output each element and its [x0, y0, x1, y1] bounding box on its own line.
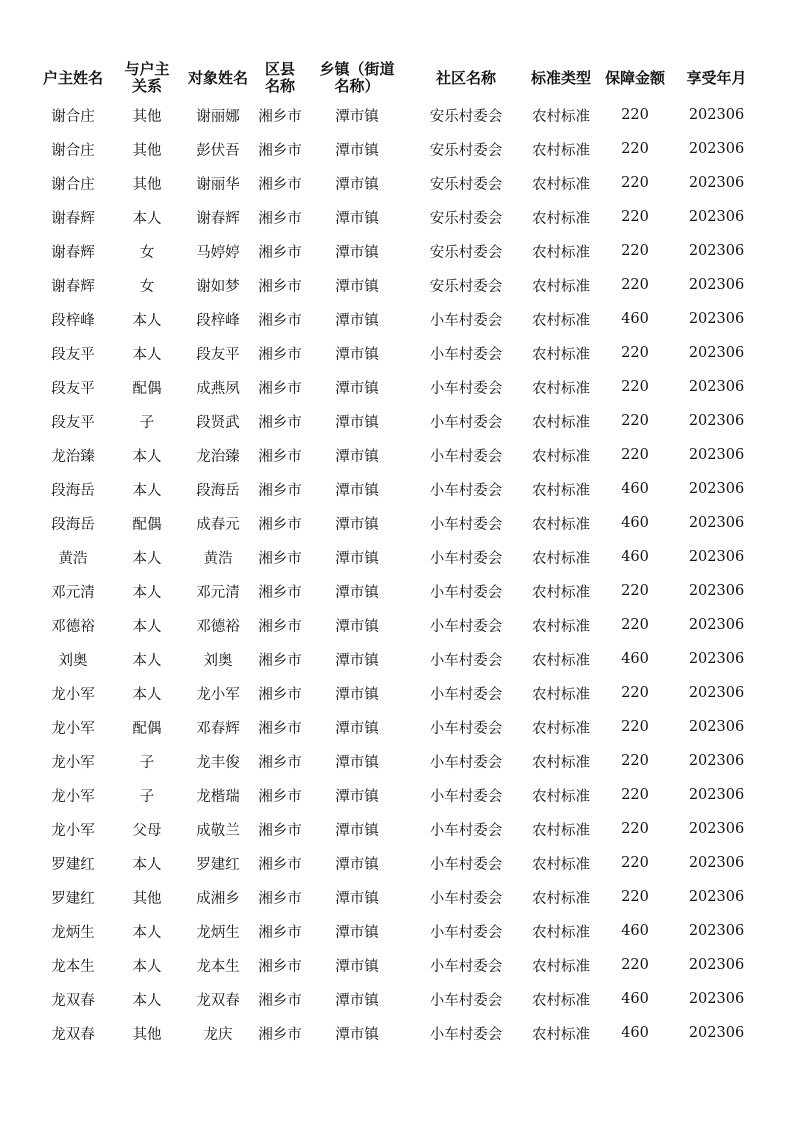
cell-community: 小车村委会	[429, 618, 503, 635]
cell-period: 202306	[688, 855, 745, 871]
header-township: 乡镇（街道 名称）	[319, 60, 395, 95]
cell-period: 202306	[688, 583, 745, 599]
cell-amount: 220	[621, 617, 649, 633]
cell-standard-type: 农村标准	[532, 278, 590, 295]
cell-township: 潭市镇	[335, 720, 379, 737]
table-row	[35, 812, 760, 846]
cell-amount: 460	[621, 991, 649, 1007]
cell-recipient-name: 龙双春	[196, 992, 240, 1009]
cell-county: 湘乡市	[258, 720, 302, 737]
cell-period: 202306	[688, 311, 745, 327]
header-amount: 保障金额	[604, 68, 665, 87]
cell-recipient-name: 成春元	[196, 516, 240, 533]
table-row	[35, 676, 760, 710]
cell-township: 潭市镇	[335, 176, 379, 193]
cell-household-head: 段友平	[51, 414, 95, 431]
cell-standard-type: 农村标准	[532, 686, 590, 703]
cell-period: 202306	[688, 753, 745, 769]
table-row	[35, 982, 760, 1016]
cell-household-head: 谢合庄	[51, 142, 95, 159]
cell-county: 湘乡市	[258, 958, 302, 975]
cell-period: 202306	[688, 209, 745, 225]
cell-standard-type: 农村标准	[532, 652, 590, 669]
cell-amount: 460	[621, 481, 649, 497]
cell-township: 潭市镇	[335, 822, 379, 839]
cell-recipient-name: 成敬兰	[196, 822, 240, 839]
cell-county: 湘乡市	[258, 822, 302, 839]
cell-community: 小车村委会	[429, 516, 503, 533]
cell-household-head: 龙小军	[51, 788, 95, 805]
cell-relationship: 本人	[132, 584, 162, 601]
cell-recipient-name: 段贤武	[196, 414, 240, 431]
cell-community: 小车村委会	[429, 1026, 503, 1043]
cell-township: 潭市镇	[335, 890, 379, 907]
cell-amount: 220	[621, 787, 649, 803]
table-row	[35, 914, 760, 948]
cell-recipient-name: 龙本生	[196, 958, 240, 975]
cell-standard-type: 农村标准	[532, 108, 590, 125]
cell-period: 202306	[688, 685, 745, 701]
cell-period: 202306	[688, 107, 745, 123]
cell-period: 202306	[688, 889, 745, 905]
table-row	[35, 506, 760, 540]
cell-community: 小车村委会	[429, 890, 503, 907]
cell-amount: 220	[621, 719, 649, 735]
cell-period: 202306	[688, 413, 745, 429]
assistance-table	[35, 58, 760, 1050]
cell-standard-type: 农村标准	[532, 312, 590, 329]
cell-recipient-name: 段海岳	[196, 482, 240, 499]
cell-relationship: 女	[139, 244, 155, 261]
cell-relationship: 子	[139, 414, 155, 431]
cell-recipient-name: 段梓峰	[196, 312, 240, 329]
header-county: 区县 名称	[264, 60, 295, 95]
cell-household-head: 邓德裕	[51, 618, 95, 635]
cell-county: 湘乡市	[258, 754, 302, 771]
table-row	[35, 778, 760, 812]
cell-relationship: 子	[139, 754, 155, 771]
cell-recipient-name: 龙楷瑞	[196, 788, 240, 805]
cell-township: 潭市镇	[335, 346, 379, 363]
cell-amount: 220	[621, 175, 649, 191]
cell-relationship: 本人	[132, 992, 162, 1009]
cell-standard-type: 农村标准	[532, 448, 590, 465]
cell-standard-type: 农村标准	[532, 244, 590, 261]
cell-community: 小车村委会	[429, 686, 503, 703]
cell-period: 202306	[688, 277, 745, 293]
cell-county: 湘乡市	[258, 414, 302, 431]
cell-relationship: 本人	[132, 448, 162, 465]
cell-county: 湘乡市	[258, 992, 302, 1009]
cell-township: 潭市镇	[335, 312, 379, 329]
cell-township: 潭市镇	[335, 108, 379, 125]
cell-county: 湘乡市	[258, 856, 302, 873]
cell-standard-type: 农村标准	[532, 754, 590, 771]
cell-amount: 220	[621, 855, 649, 871]
cell-relationship: 父母	[132, 822, 162, 839]
cell-county: 湘乡市	[258, 584, 302, 601]
cell-amount: 220	[621, 685, 649, 701]
cell-household-head: 龙双春	[51, 992, 95, 1009]
table-row	[35, 1016, 760, 1050]
cell-household-head: 段友平	[51, 346, 95, 363]
cell-household-head: 谢春辉	[51, 244, 95, 261]
cell-county: 湘乡市	[258, 312, 302, 329]
cell-relationship: 本人	[132, 550, 162, 567]
cell-amount: 220	[621, 413, 649, 429]
cell-amount: 220	[621, 141, 649, 157]
cell-amount: 460	[621, 1025, 649, 1041]
cell-household-head: 谢春辉	[51, 278, 95, 295]
cell-recipient-name: 罗建红	[196, 856, 240, 873]
cell-household-head: 段海岳	[51, 516, 95, 533]
cell-recipient-name: 龙炳生	[196, 924, 240, 941]
cell-county: 湘乡市	[258, 550, 302, 567]
cell-period: 202306	[688, 617, 745, 633]
cell-amount: 460	[621, 311, 649, 327]
cell-relationship: 本人	[132, 346, 162, 363]
cell-community: 小车村委会	[429, 448, 503, 465]
cell-township: 潭市镇	[335, 516, 379, 533]
cell-relationship: 配偶	[132, 720, 162, 737]
cell-period: 202306	[688, 447, 745, 463]
header-household-head: 户主姓名	[42, 68, 103, 87]
cell-standard-type: 农村标准	[532, 618, 590, 635]
table-row	[35, 472, 760, 506]
cell-household-head: 龙小军	[51, 720, 95, 737]
cell-township: 潭市镇	[335, 958, 379, 975]
cell-household-head: 段梓峰	[51, 312, 95, 329]
cell-township: 潭市镇	[335, 754, 379, 771]
cell-township: 潭市镇	[335, 618, 379, 635]
table-row	[35, 98, 760, 132]
cell-county: 湘乡市	[258, 346, 302, 363]
table-row	[35, 608, 760, 642]
cell-household-head: 罗建红	[51, 890, 95, 907]
cell-community: 安乐村委会	[429, 278, 503, 295]
cell-community: 安乐村委会	[429, 176, 503, 193]
cell-period: 202306	[688, 515, 745, 531]
cell-standard-type: 农村标准	[532, 142, 590, 159]
cell-amount: 220	[621, 957, 649, 973]
cell-household-head: 罗建红	[51, 856, 95, 873]
table-row	[35, 846, 760, 880]
cell-community: 小车村委会	[429, 754, 503, 771]
cell-household-head: 龙本生	[51, 958, 95, 975]
cell-township: 潭市镇	[335, 856, 379, 873]
table-row	[35, 132, 760, 166]
cell-county: 湘乡市	[258, 924, 302, 941]
cell-recipient-name: 龙治臻	[196, 448, 240, 465]
cell-relationship: 本人	[132, 312, 162, 329]
cell-household-head: 邓元清	[51, 584, 95, 601]
table-row	[35, 404, 760, 438]
cell-period: 202306	[688, 651, 745, 667]
cell-standard-type: 农村标准	[532, 414, 590, 431]
cell-township: 潭市镇	[335, 142, 379, 159]
cell-county: 湘乡市	[258, 108, 302, 125]
cell-standard-type: 农村标准	[532, 516, 590, 533]
cell-relationship: 其他	[132, 1026, 162, 1043]
cell-township: 潭市镇	[335, 992, 379, 1009]
cell-household-head: 龙小军	[51, 686, 95, 703]
cell-community: 小车村委会	[429, 380, 503, 397]
cell-period: 202306	[688, 923, 745, 939]
cell-standard-type: 农村标准	[532, 992, 590, 1009]
cell-recipient-name: 彭伏吾	[196, 142, 240, 159]
cell-recipient-name: 谢如梦	[196, 278, 240, 295]
cell-relationship: 本人	[132, 686, 162, 703]
cell-relationship: 本人	[132, 618, 162, 635]
cell-period: 202306	[688, 243, 745, 259]
table-row	[35, 370, 760, 404]
cell-township: 潭市镇	[335, 1026, 379, 1043]
cell-household-head: 段海岳	[51, 482, 95, 499]
cell-amount: 220	[621, 583, 649, 599]
cell-recipient-name: 黄浩	[203, 550, 233, 567]
cell-county: 湘乡市	[258, 1026, 302, 1043]
cell-amount: 220	[621, 821, 649, 837]
table-row	[35, 880, 760, 914]
cell-period: 202306	[688, 141, 745, 157]
cell-community: 小车村委会	[429, 550, 503, 567]
cell-period: 202306	[688, 379, 745, 395]
cell-amount: 460	[621, 515, 649, 531]
table-row	[35, 540, 760, 574]
table-body	[35, 98, 760, 1050]
cell-standard-type: 农村标准	[532, 788, 590, 805]
cell-standard-type: 农村标准	[532, 176, 590, 193]
table-row	[35, 200, 760, 234]
cell-amount: 220	[621, 243, 649, 259]
cell-standard-type: 农村标准	[532, 720, 590, 737]
cell-township: 潭市镇	[335, 686, 379, 703]
table-row	[35, 302, 760, 336]
header-relationship: 与户主 关系	[124, 60, 170, 95]
cell-township: 潭市镇	[335, 380, 379, 397]
cell-township: 潭市镇	[335, 448, 379, 465]
cell-community: 安乐村委会	[429, 210, 503, 227]
cell-household-head: 刘奥	[58, 652, 88, 669]
cell-county: 湘乡市	[258, 890, 302, 907]
cell-standard-type: 农村标准	[532, 822, 590, 839]
cell-recipient-name: 谢丽华	[196, 176, 240, 193]
table-row	[35, 710, 760, 744]
header-standard-type: 标准类型	[530, 68, 591, 87]
cell-period: 202306	[688, 991, 745, 1007]
table-row	[35, 234, 760, 268]
cell-community: 小车村委会	[429, 992, 503, 1009]
cell-township: 潭市镇	[335, 652, 379, 669]
cell-relationship: 配偶	[132, 380, 162, 397]
cell-household-head: 龙双春	[51, 1026, 95, 1043]
cell-township: 潭市镇	[335, 482, 379, 499]
cell-standard-type: 农村标准	[532, 584, 590, 601]
cell-community: 小车村委会	[429, 346, 503, 363]
cell-community: 小车村委会	[429, 958, 503, 975]
cell-county: 湘乡市	[258, 516, 302, 533]
cell-township: 潭市镇	[335, 924, 379, 941]
cell-township: 潭市镇	[335, 278, 379, 295]
cell-relationship: 本人	[132, 924, 162, 941]
cell-county: 湘乡市	[258, 380, 302, 397]
cell-relationship: 本人	[132, 958, 162, 975]
cell-amount: 220	[621, 379, 649, 395]
cell-household-head: 谢合庄	[51, 108, 95, 125]
cell-county: 湘乡市	[258, 244, 302, 261]
cell-community: 小车村委会	[429, 720, 503, 737]
cell-community: 小车村委会	[429, 652, 503, 669]
cell-relationship: 子	[139, 788, 155, 805]
header-community: 社区名称	[435, 68, 496, 87]
cell-community: 安乐村委会	[429, 108, 503, 125]
cell-recipient-name: 刘奥	[203, 652, 233, 669]
cell-period: 202306	[688, 481, 745, 497]
cell-amount: 220	[621, 889, 649, 905]
cell-recipient-name: 谢春辉	[196, 210, 240, 227]
cell-relationship: 本人	[132, 652, 162, 669]
cell-relationship: 本人	[132, 856, 162, 873]
cell-amount: 220	[621, 447, 649, 463]
cell-amount: 460	[621, 651, 649, 667]
cell-period: 202306	[688, 719, 745, 735]
cell-county: 湘乡市	[258, 482, 302, 499]
cell-county: 湘乡市	[258, 142, 302, 159]
cell-period: 202306	[688, 1025, 745, 1041]
cell-period: 202306	[688, 957, 745, 973]
cell-community: 小车村委会	[429, 584, 503, 601]
cell-recipient-name: 龙丰俊	[196, 754, 240, 771]
cell-household-head: 谢春辉	[51, 210, 95, 227]
table-row	[35, 268, 760, 302]
cell-county: 湘乡市	[258, 210, 302, 227]
cell-community: 小车村委会	[429, 822, 503, 839]
cell-relationship: 其他	[132, 108, 162, 125]
cell-amount: 220	[621, 209, 649, 225]
cell-recipient-name: 龙庆	[203, 1026, 233, 1043]
cell-community: 小车村委会	[429, 482, 503, 499]
cell-community: 安乐村委会	[429, 244, 503, 261]
cell-standard-type: 农村标准	[532, 550, 590, 567]
cell-recipient-name: 马婷婷	[196, 244, 240, 261]
cell-township: 潭市镇	[335, 550, 379, 567]
cell-standard-type: 农村标准	[532, 346, 590, 363]
cell-period: 202306	[688, 821, 745, 837]
cell-relationship: 本人	[132, 482, 162, 499]
cell-community: 小车村委会	[429, 414, 503, 431]
cell-standard-type: 农村标准	[532, 890, 590, 907]
cell-recipient-name: 段友平	[196, 346, 240, 363]
cell-amount: 220	[621, 107, 649, 123]
cell-standard-type: 农村标准	[532, 380, 590, 397]
cell-standard-type: 农村标准	[532, 924, 590, 941]
cell-amount: 460	[621, 549, 649, 565]
cell-community: 安乐村委会	[429, 142, 503, 159]
cell-household-head: 段友平	[51, 380, 95, 397]
cell-county: 湘乡市	[258, 788, 302, 805]
cell-household-head: 黄浩	[58, 550, 88, 567]
cell-household-head: 龙小军	[51, 754, 95, 771]
cell-relationship: 配偶	[132, 516, 162, 533]
cell-standard-type: 农村标准	[532, 210, 590, 227]
table-row	[35, 166, 760, 200]
cell-township: 潭市镇	[335, 414, 379, 431]
cell-county: 湘乡市	[258, 448, 302, 465]
table-row	[35, 744, 760, 778]
cell-standard-type: 农村标准	[532, 1026, 590, 1043]
cell-community: 小车村委会	[429, 856, 503, 873]
cell-community: 小车村委会	[429, 788, 503, 805]
cell-county: 湘乡市	[258, 618, 302, 635]
cell-relationship: 其他	[132, 176, 162, 193]
cell-period: 202306	[688, 175, 745, 191]
cell-household-head: 龙炳生	[51, 924, 95, 941]
header-period: 享受年月	[686, 68, 747, 87]
cell-township: 潭市镇	[335, 584, 379, 601]
cell-amount: 220	[621, 345, 649, 361]
table-header-row	[35, 58, 760, 98]
cell-standard-type: 农村标准	[532, 856, 590, 873]
table-row	[35, 336, 760, 370]
cell-township: 潭市镇	[335, 788, 379, 805]
header-recipient-name: 对象姓名	[187, 68, 248, 87]
cell-period: 202306	[688, 787, 745, 803]
cell-household-head: 龙小军	[51, 822, 95, 839]
table-row	[35, 642, 760, 676]
cell-relationship: 女	[139, 278, 155, 295]
cell-recipient-name: 成燕夙	[196, 380, 240, 397]
cell-period: 202306	[688, 549, 745, 565]
cell-county: 湘乡市	[258, 176, 302, 193]
cell-amount: 220	[621, 753, 649, 769]
cell-amount: 220	[621, 277, 649, 293]
table-row	[35, 438, 760, 472]
cell-relationship: 其他	[132, 890, 162, 907]
cell-standard-type: 农村标准	[532, 482, 590, 499]
cell-recipient-name: 邓德裕	[196, 618, 240, 635]
cell-recipient-name: 成湘乡	[196, 890, 240, 907]
cell-county: 湘乡市	[258, 652, 302, 669]
cell-township: 潭市镇	[335, 244, 379, 261]
cell-township: 潭市镇	[335, 210, 379, 227]
table-row	[35, 948, 760, 982]
cell-amount: 460	[621, 923, 649, 939]
cell-recipient-name: 邓春辉	[196, 720, 240, 737]
cell-household-head: 谢合庄	[51, 176, 95, 193]
cell-community: 小车村委会	[429, 924, 503, 941]
cell-county: 湘乡市	[258, 278, 302, 295]
cell-county: 湘乡市	[258, 686, 302, 703]
table-row	[35, 574, 760, 608]
cell-household-head: 龙治臻	[51, 448, 95, 465]
cell-recipient-name: 邓元清	[196, 584, 240, 601]
cell-recipient-name: 谢丽娜	[196, 108, 240, 125]
cell-standard-type: 农村标准	[532, 958, 590, 975]
cell-relationship: 本人	[132, 210, 162, 227]
cell-period: 202306	[688, 345, 745, 361]
cell-relationship: 其他	[132, 142, 162, 159]
cell-recipient-name: 龙小军	[196, 686, 240, 703]
cell-community: 小车村委会	[429, 312, 503, 329]
